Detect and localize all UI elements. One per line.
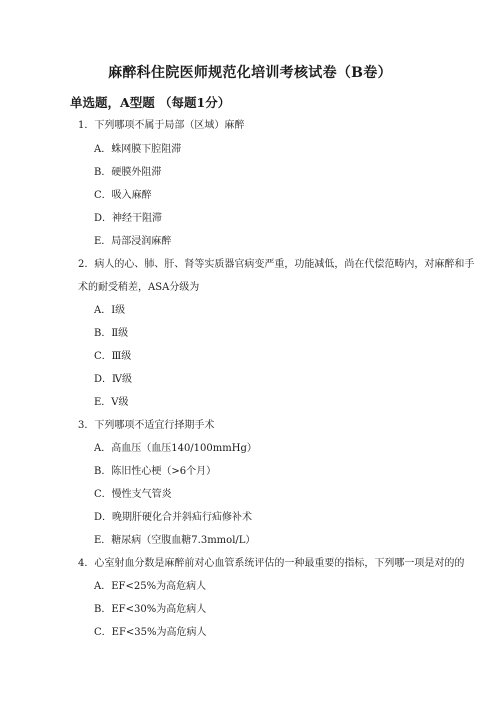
page-title: 麻醉科住院医师规范化培训考核试卷（B卷） <box>108 65 392 81</box>
question-1-option-a: A．蛛网膜下腔阻滞 <box>94 144 182 155</box>
question-1-option-c: C．吸入麻醉 <box>94 190 152 201</box>
question-3-option-d: D．晚期肝硬化合并斜疝行疝修补术 <box>94 512 253 523</box>
question-3-option-a: A．高血压（血压140/100mmHg） <box>94 443 257 454</box>
question-1-option-b: B．硬膜外阻滞 <box>94 167 162 178</box>
question-3-stem: 3．下列哪项不适宜行择期手术 <box>78 420 215 431</box>
question-3-option-e: E．糖尿病（空腹血糖7.3mmol/L） <box>94 535 256 546</box>
question-1-stem: 1．下列哪项不属于局部（区域）麻醉 <box>78 120 245 131</box>
question-2-stem-line-1: 2．病人的心、肺、肝、肾等实质器官病变严重，功能减低，尚在代偿范畴内，对麻醉和手 <box>78 259 475 270</box>
question-2-option-d: D．Ⅳ级 <box>94 374 133 385</box>
question-1-option-e: E．局部浸润麻醉 <box>94 236 172 247</box>
question-4-option-a: A．EF<25%为高危病人 <box>94 581 207 592</box>
question-3-option-c: C．慢性支气管炎 <box>94 489 172 500</box>
question-2-option-e: E．Ⅴ级 <box>94 397 129 408</box>
question-1-option-d: D．神经干阻滞 <box>94 213 163 224</box>
question-4-option-c: C．EF<35%为高危病人 <box>94 627 207 638</box>
question-4-option-b: B．EF<30%为高危病人 <box>94 604 207 615</box>
section-heading: 单选题，A型题 （每题1分） <box>70 95 231 110</box>
question-3-option-b: B．陈旧性心梗（>6个月） <box>94 466 217 477</box>
question-2-option-b: B．Ⅱ级 <box>94 328 129 339</box>
question-2-option-a: A．Ⅰ级 <box>94 305 126 316</box>
question-2-option-c: C．Ⅲ级 <box>94 351 132 362</box>
question-4-stem: 4．心室射血分数是麻醉前对心血管系统评估的一种最重要的指标，下列哪一项是对的的 <box>78 558 465 569</box>
question-2-stem-line-2: 术的耐受稍差，ASA分级为 <box>78 282 200 293</box>
